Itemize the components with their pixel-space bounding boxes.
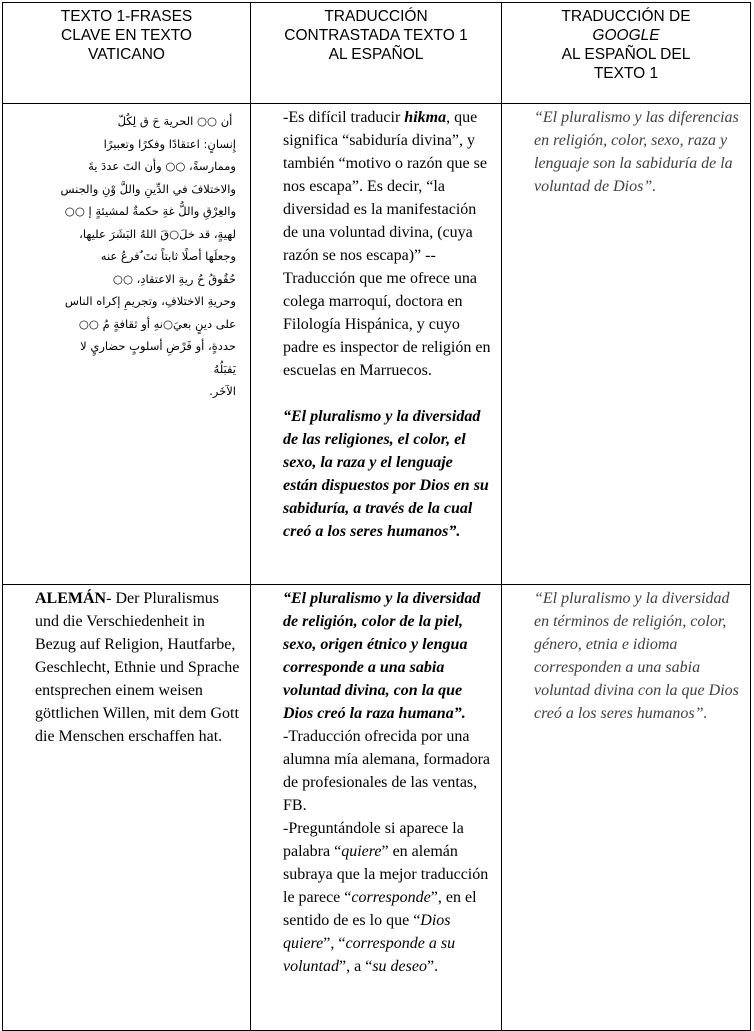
hikma-term: hikma bbox=[404, 109, 447, 126]
table-row-arabic bbox=[3, 104, 751, 585]
header-line: TRADUCCIÓN DE bbox=[561, 8, 691, 25]
arabic-line: الآخَر. bbox=[209, 384, 236, 398]
contrasted-translation-cell bbox=[251, 104, 502, 585]
header-col-contrasted bbox=[251, 3, 502, 104]
translator-note: -Traducción ofrecida por una alumna mía alemana, formadora de profesionales de las ventas, FB. bbox=[283, 728, 491, 814]
google-translation-cell bbox=[502, 104, 751, 585]
header-line: VATICANO bbox=[88, 46, 165, 63]
translation-table bbox=[2, 2, 751, 1031]
header-line: CONTRASTADA TEXTO 1 bbox=[284, 27, 468, 44]
arabic-line: وحريةِ الاختلافِ، وتجريمِ إكراه الناس bbox=[64, 294, 236, 308]
translator-comment: -Preguntándole si aparece la palabra “quiere” en alemán subraya que la mejor traducción le parece “corresponde”, en el sentido de es lo que “Dios quiere”, “corresponde a su voluntad”, a “su deseo”. bbox=[283, 820, 489, 975]
arabic-line: وممارسةً، ○○ وأن التَ عددَ يةَ bbox=[88, 159, 236, 173]
arabic-line: على دينٍ بعيَ○نهِ أو ثقافةٍ مُ ○○ bbox=[78, 316, 236, 331]
google-translation-cell bbox=[502, 585, 751, 1031]
arabic-line: والعِرْقِ واللُّ غةِ حكمةٌ لمشيئةٍ إ ○○ bbox=[64, 204, 236, 218]
google-translation: “El pluralismo y las diferencias en religión, color, sexo, raza y lenguaje son la sabiduría de la voluntad de Dios”. bbox=[534, 109, 739, 195]
header-line: AL ESPAÑOL bbox=[328, 46, 424, 63]
table-row-german bbox=[3, 585, 751, 1031]
header-line: TRADUCCIÓN bbox=[324, 8, 428, 25]
arabic-line: حُقُوقُ حُ ريةِ الاعتقادِ، ○○ bbox=[112, 271, 236, 286]
header-line: CLAVE EN TEXTO bbox=[61, 27, 192, 44]
header-col-google bbox=[502, 3, 751, 104]
arabic-line: وجعلَها أصلًا ثابتاً تتَ ٌفرعُ عنه bbox=[100, 249, 236, 263]
header-line: TEXTO 1 bbox=[593, 65, 659, 82]
header-col-source bbox=[3, 3, 251, 104]
header-google-word: GOOGLE bbox=[592, 27, 660, 44]
contrasted-translation-cell bbox=[251, 585, 502, 1031]
german-source-cell bbox=[3, 585, 251, 1031]
arabic-line: حددةٍ، أو فَرْضِ أسلوبٍ حضاريٍ لا bbox=[80, 339, 236, 353]
contrasted-translation: “El pluralismo y la diversidad de las religiones, el color, el sexo, la raza y el lenguaje están dispuestos por Dios en su sabiduría, a través de la cual creó a los seres humanos”. bbox=[283, 408, 489, 540]
header-line: AL ESPAÑOL DEL bbox=[561, 46, 691, 63]
arabic-line: َ أن ○○ الحرية حَ ق لِكُلّ bbox=[117, 114, 236, 128]
header-row bbox=[3, 3, 751, 104]
arabic-line: إِنسانٍ: اعتقادًا وفكرًا وتعبيرًا bbox=[103, 136, 236, 151]
arabic-line: لهيةٍ، قد خلَ○قَ اللهُ البَشَرَ عليها، bbox=[79, 226, 236, 241]
arabic-line: يَقبَلُهُ bbox=[213, 361, 236, 376]
contrasted-translation: “El pluralismo y la diversidad de religión, color de la piel, sexo, origen étnico y lengua corresponde a una sabia voluntad divina, con la que Dios creó la raza humana”. bbox=[283, 590, 481, 722]
header-line: TEXTO 1-FRASES bbox=[60, 8, 193, 25]
google-translation: “El pluralismo y la diversidad en términos de religión, color, género, etnia e idioma corresponden a una sabia voluntad divina con la que Dios creó a los seres humanos”. bbox=[534, 590, 739, 722]
german-label: ALEMÁN bbox=[35, 590, 107, 607]
arabic-line: والاختلافَ في الدِّينِ واللَّ وْنِ والجنس bbox=[60, 181, 236, 196]
arabic-source-cell bbox=[3, 104, 251, 585]
german-source: ALEMÁN- Der Pluralismus und die Verschiedenheit in Bezug auf Religion, Hautfarbe, Geschlecht, Ethnie und Sprache entsprechen einem weisen göttlichen Willen, mit dem Gott die Menschen erschaffen hat. bbox=[35, 590, 240, 745]
translator-note: -Es difícil traducir hikma, que significa “sabiduría divina”, y también “motivo o razón que se nos escapa”. Es decir, “la diversidad es la manifestación de una voluntad divina, (cuya razón se nos escapa)” --Traducción que me ofrece una colega marroquí, doctora en Filología Hispánica, y cuyo padre es inspector de religión en escuelas en Marruecos. bbox=[283, 109, 491, 379]
